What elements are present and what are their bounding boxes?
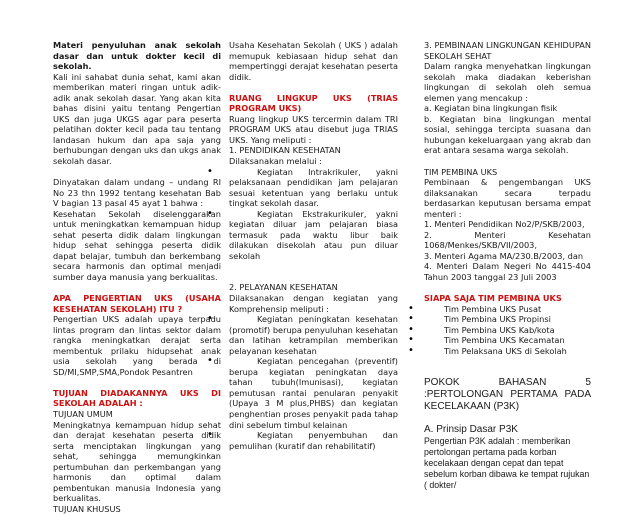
- general-goal-heading: TUJUAN UMUM: [53, 409, 113, 419]
- uks-definition-paragraph: Pengertian UKS adalah upaya terpadu lintas program dan lintas sektor dalam rangka meningkatkan derajat serta membentuk prilaku hidupsehat anak usia sekolah yang berada di SD/MI,SMP,SMA,Pondok Pesantren: [53, 314, 221, 377]
- environment-item-b: b. Kegiatan bina lingkungan mental sosial, sehingga tercipta suasana dan hubungan kekeluargaan yang akrab dan erat antara sesama warga sekolah.: [424, 113, 591, 156]
- column-right: [424, 40, 591, 491]
- team-paragraph: Pembinaan & pengembangan UKS dilaksanakan secara terpadu berdasarkan keputusan bersama empat menteri :: [424, 177, 591, 219]
- team-list-heading: SIAPA SAJA TIM PEMBINA UKS: [424, 293, 562, 304]
- first-aid-principle-heading: A. Prinsip Dasar P3K: [424, 423, 518, 435]
- first-aid-heading: POKOK BAHASAN 5 :PERTOLONGAN PERTAMA PADA KECELAKAAN (P3K): [424, 377, 591, 413]
- service-activities-list: [229, 314, 398, 451]
- scope-paragraph: Ruang lingkup UKS tercermin dalam TRI PROGRAM UKS atau disebut juga TRIAS UKS. Yang meliputi :: [229, 113, 398, 145]
- list-item: • Tim Pembina UKS Pusat: [424, 304, 591, 315]
- column-left: [53, 40, 221, 514]
- environment-paragraph: Dalam rangka menyehatkan lingkungan sekolah maka diadakan keberishan lingkungan di sekolah oleh semua elemen yang mencakup :: [424, 61, 591, 103]
- article-heading: Materi penyuluhan anak sekolah dasar dan untuk dokter kecil di sekolah.: [53, 40, 221, 72]
- list-item: • Tim Pembina UKS Kab/kota: [424, 325, 591, 336]
- team-list: [424, 304, 591, 357]
- education-activities-list: [229, 167, 398, 262]
- list-item: • Tim Pelaksana UKS di Sekolah: [424, 346, 591, 357]
- list-item: • Tim Pembina UKS Kecamatan: [424, 335, 591, 346]
- uks-goals-heading: TUJUAN DIADAKANNYA UKS DI SEKOLAH ADALAH :: [53, 387, 221, 409]
- minister-item-2-ref: 1068/Menkes/SKB/VII/2003,: [424, 240, 537, 251]
- law-quote-paragraph: Kesehatan Sekolah diselenggarakan untuk meningkatkan kemampuan hidup sehat peserta didik dalam lingkungan hidup sehat sehingga peserta didik dapat belajar, tumbuh dan berkembang secara harmonis dan optimal menjadi sumber daya manusia yang berkualitas.: [53, 208, 221, 282]
- uks-purpose-paragraph: Usaha Kesehatan Sekolah ( UKS ) adalah memupuk kebiasaan hidup sehat dan mempertinggi derajat kesehatan peserta didik.: [229, 40, 398, 82]
- intro-paragraph: Kali ini sahabat dunia sehat, kami akan memberikan materi ringan untuk adik-adik anak sekolah dasar. Yang akan kita bahas disini yaitu tentang Pengertian UKS dan juga UKGS agar para peserta pelatihan dokter kecil pada tau tentang landasan hukum dan apa saja yang berhubungan dengan uks dan ukgs anak sekolah dasar.: [53, 71, 221, 167]
- health-service-intro: Dilaksanakan dengan kegiatan yang Komprehensip meliputi :: [229, 292, 398, 314]
- scope-heading: RUANG LINGKUP UKS (TRIAS PROGRAM UKS): [229, 92, 398, 114]
- first-aid-paragraph: Pengertian P3K adalah : memberikan pertolongan pertama pada korban kecelakaan dengan cepat dan tepat sebelum korban dibawa ke tempat rujukan ( dokter/: [424, 435, 590, 490]
- list-item: • Tim Pembina UKS Propinsi: [424, 314, 591, 325]
- column-middle: [229, 40, 398, 451]
- minister-item-2: 2. Menteri Kesehatan: [424, 229, 591, 240]
- law-reference-paragraph: Dinyatakan dalam undang – undang RI No 23 thn 1992 tentang kesehatan Bab V bagian 13 pasal 45 ayat 1 bahwa :: [53, 177, 221, 209]
- list-item: • Kegiatan penyembuhan dan pemulihan (kuratif dan rehabilitatif): [229, 430, 398, 451]
- environment-heading: 3. PEMBINAAN LINGKUNGAN KEHIDUPAN SEKOLAH SEHAT: [424, 40, 591, 61]
- list-item: • Kegiatan peningkatan kesehatan (promotif) berupa penyuluhan kesehatan dan latihan ketrampilan memberikan pelayanan kesehatan: [229, 314, 398, 356]
- uks-definition-heading: APA PENGERTIAN UKS (USAHA KESEHATAN SEKOLAH) ITU ?: [53, 293, 221, 314]
- list-item: • Kegiatan Intrakrikuler, yakni pelaksanaan pendidikan jam pelajaran sesuai ketentuan yang berlaku untuk tingkat sekolah dasar.: [229, 167, 398, 209]
- health-education-intro: Dilaksanakan melalui :: [229, 155, 322, 166]
- minister-item-3: 3. Menteri Agama MA/230.B/2003, dan: [424, 250, 584, 261]
- minister-item-4: 4. Menteri Dalam Negeri No 4415-404 Tahun 2003 tanggal 23 Juli 2003: [424, 261, 591, 282]
- general-goal-paragraph: Meningkatnya kemampuan hidup sehat dan derajat kesehatan peserta didik serta menciptakan lingkungan yang sehat, sehingga memungkinkan pertumbuhan dan perkembangan yang harmonis dan optimal dalam pembentukan manusia Indonesia yang berkualitas.: [53, 419, 221, 504]
- team-heading: TIM PEMBINA UKS: [424, 166, 498, 177]
- specific-goal-heading: TUJUAN KHUSUS: [53, 503, 121, 514]
- minister-item-1: 1. Menteri Pendidikan No2/P/SKB/2003,: [424, 219, 585, 230]
- list-item: • Kegiatan pencegahan (preventif) berupa kegiatan peningkatan daya tahan tubuh(Imunisasi), kegiatan pemutusan rantai penularan penyakit (Upaya 3 M plus,PHBS) dan kegiatan penghentian proses penyakit pada tahap dini sebelum timbul kelainan: [229, 356, 398, 430]
- environment-item-a: a. Kegiatan bina lingkungan fisik: [424, 103, 558, 114]
- health-education-heading: 1. PENDIDIKAN KESEHATAN: [229, 145, 341, 156]
- list-item: • Kegiatan Ekstrakurikuler, yakni kegiatan diluar jam pelajaran biasa termasuk pada waktu libur baik dilakukan disekolah atau pun diluar sekolah: [229, 209, 398, 262]
- health-service-heading: 2. PELAYANAN KESEHATAN: [229, 282, 338, 293]
